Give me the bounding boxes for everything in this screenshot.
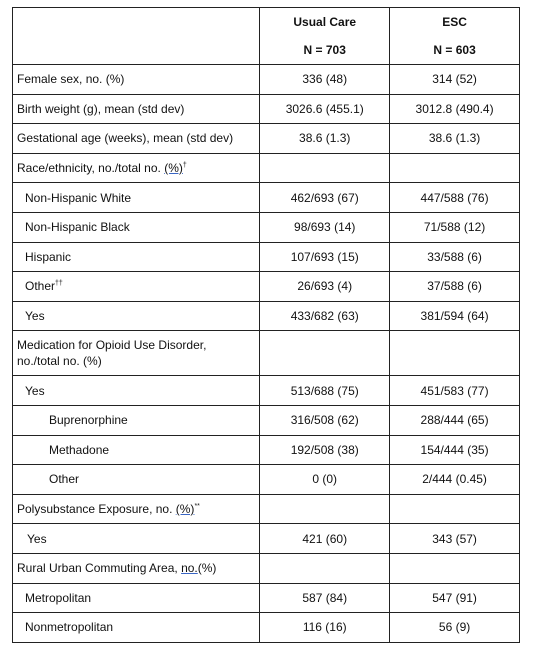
esc-value: 56 (9) [390, 613, 520, 643]
row-label-line2: no./total no. (%) [17, 354, 102, 369]
esc-value: 33/588 (6) [390, 242, 520, 272]
usual-care-value: 192/508 (38) [260, 435, 390, 465]
table-row [13, 65, 520, 95]
usual-care-value: 316/508 (62) [260, 405, 390, 435]
esc-value: 37/588 (6) [390, 272, 520, 302]
table-row [13, 272, 520, 302]
table-row [13, 301, 520, 331]
table-row-section-polysubstance [13, 494, 520, 524]
row-label: Yes [13, 524, 260, 554]
table-row [13, 524, 520, 554]
table-row [13, 376, 520, 406]
usual-care-value: 0 (0) [260, 465, 390, 495]
esc-value: 381/594 (64) [390, 301, 520, 331]
esc-value: 154/444 (35) [390, 435, 520, 465]
usual-care-title: Usual Care [293, 15, 357, 29]
usual-care-n: N = 703 [303, 43, 346, 57]
row-label: Other [13, 465, 260, 495]
table-row [13, 212, 520, 242]
row-label-pct: (%) [175, 502, 195, 517]
esc-value: 71/588 (12) [390, 212, 520, 242]
esc-value: 547 (91) [390, 583, 520, 613]
row-label: Nonmetropolitan [13, 613, 260, 643]
table-row [13, 242, 520, 272]
esc-value [390, 153, 520, 183]
usual-care-value: 336 (48) [260, 65, 390, 95]
usual-care-value: 3026.6 (455.1) [260, 94, 390, 124]
row-label [13, 272, 260, 302]
table-row-section-moud [13, 331, 520, 376]
esc-value: 343 (57) [390, 524, 520, 554]
row-label: Yes [13, 376, 260, 406]
esc-value: 447/588 (76) [390, 183, 520, 213]
usual-care-value: 107/693 (15) [260, 242, 390, 272]
usual-care-value [260, 494, 390, 524]
esc-value: 2/444 (0.45) [390, 465, 520, 495]
header-esc [390, 8, 520, 65]
row-label-line1: Medication for Opioid Use Disorder, [17, 338, 207, 353]
esc-value [390, 331, 520, 376]
row-label [13, 331, 260, 376]
usual-care-value: 98/693 (14) [260, 212, 390, 242]
row-label-no: no. [181, 561, 198, 576]
footnote-mark: † [182, 162, 187, 170]
row-label-text: Polysubstance Exposure, no. [17, 502, 176, 517]
baseline-characteristics-table [12, 7, 520, 643]
usual-care-value: 26/693 (4) [260, 272, 390, 302]
table-row [13, 435, 520, 465]
usual-care-value: 38.6 (1.3) [260, 124, 390, 154]
row-label-text: Rural Urban Commuting Area, [17, 561, 182, 576]
row-label-pct: (%) [197, 561, 217, 576]
table-row [13, 583, 520, 613]
esc-value [390, 553, 520, 583]
row-label: Gestational age (weeks), mean (std dev) [13, 124, 260, 154]
usual-care-value: 513/688 (75) [260, 376, 390, 406]
table-row [13, 183, 520, 213]
row-label: Female sex, no. (%) [13, 65, 260, 95]
esc-value [390, 494, 520, 524]
table-row [13, 94, 520, 124]
table-row-section-rural-urban [13, 553, 520, 583]
esc-value: 451/583 (77) [390, 376, 520, 406]
row-label: Non-Hispanic White [13, 183, 260, 213]
esc-value: 288/444 (65) [390, 405, 520, 435]
row-label [13, 153, 260, 183]
row-label [13, 494, 260, 524]
row-label-text: Other [25, 279, 56, 294]
esc-n: N = 603 [433, 43, 476, 57]
usual-care-value: 587 (84) [260, 583, 390, 613]
row-label: Birth weight (g), mean (std dev) [13, 94, 260, 124]
footnote-mark: †† [55, 280, 63, 288]
row-label: Hispanic [13, 242, 260, 272]
esc-title: ESC [442, 15, 467, 29]
footnote-mark: ** [194, 503, 200, 511]
usual-care-value: 116 (16) [260, 613, 390, 643]
row-label [13, 553, 260, 583]
row-label: Metropolitan [13, 583, 260, 613]
row-label: Buprenorphine [13, 405, 260, 435]
row-label-text: Race/ethnicity, no./total no. [17, 161, 165, 176]
esc-value: 38.6 (1.3) [390, 124, 520, 154]
usual-care-value [260, 553, 390, 583]
table-row [13, 465, 520, 495]
table-row [13, 405, 520, 435]
usual-care-value: 421 (60) [260, 524, 390, 554]
table-row [13, 613, 520, 643]
row-label: Methadone [13, 435, 260, 465]
usual-care-value [260, 331, 390, 376]
esc-value: 314 (52) [390, 65, 520, 95]
row-label: Non-Hispanic Black [13, 212, 260, 242]
table-row-section-race [13, 153, 520, 183]
usual-care-value: 433/682 (63) [260, 301, 390, 331]
header-usual-care [260, 8, 390, 65]
row-label: Yes [13, 301, 260, 331]
table-header-row [13, 8, 520, 65]
usual-care-value [260, 153, 390, 183]
esc-value: 3012.8 (490.4) [390, 94, 520, 124]
table-row [13, 124, 520, 154]
row-label-pct: (%) [164, 161, 183, 176]
usual-care-value: 462/693 (67) [260, 183, 390, 213]
header-empty-cell [13, 8, 260, 65]
